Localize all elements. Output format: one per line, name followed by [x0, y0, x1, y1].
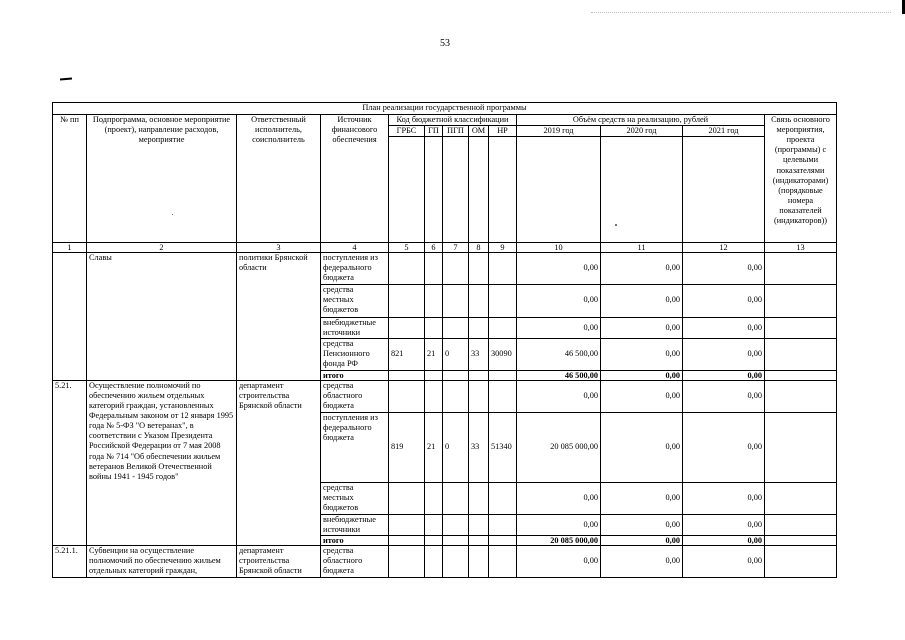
col-number: 13 — [765, 243, 837, 253]
col-number: 5 — [389, 243, 425, 253]
source-cell: средства местных бюджетов — [321, 284, 389, 317]
activity-name: Субвенции на осуществление полномочий по обеспечению жильем отдельных категорий граждан, — [87, 545, 237, 577]
col-number: 8 — [469, 243, 489, 253]
grbs-cell — [389, 317, 425, 338]
om-cell — [469, 317, 489, 338]
col-number: 12 — [683, 243, 765, 253]
table-row — [53, 253, 837, 284]
amount-2020: 0,00 — [601, 482, 683, 514]
source-cell: средства местных бюджетов — [321, 482, 389, 514]
gp-cell — [425, 253, 443, 284]
amount-2020: 0,00 — [601, 253, 683, 284]
pgp-cell — [443, 545, 469, 577]
nr-cell — [489, 380, 517, 412]
pgp-cell — [443, 253, 469, 284]
amount-2019: 0,00 — [517, 284, 601, 317]
link-cell — [765, 338, 837, 370]
header-responsible: Ответственный исполнитель, соисполнитель — [237, 115, 321, 243]
source-cell: поступления из федерального бюджета — [321, 412, 389, 482]
grbs-cell — [389, 380, 425, 412]
amount-2021: 0,00 — [683, 380, 765, 412]
gp-cell — [425, 284, 443, 317]
gp-cell — [425, 482, 443, 514]
responsible-cell: департамент строительства Брянской области — [237, 380, 321, 545]
amount-2020: 0,00 — [601, 380, 683, 412]
col-number: 1 — [53, 243, 87, 253]
amount-2021: 0,00 — [683, 482, 765, 514]
nr-cell — [489, 514, 517, 535]
header-nr: НР — [489, 126, 517, 137]
header-budget-code: Код бюджетной классификации — [389, 115, 517, 126]
pgp-cell: 0 — [443, 338, 469, 370]
link-cell — [765, 380, 837, 412]
grbs-cell — [389, 253, 425, 284]
nr-cell: 51340 — [489, 412, 517, 482]
pgp-cell — [443, 482, 469, 514]
om-cell: 33 — [469, 338, 489, 370]
nr-cell: 30090 — [489, 338, 517, 370]
om-cell — [469, 284, 489, 317]
grbs-cell: 821 — [389, 338, 425, 370]
pgp-cell — [443, 317, 469, 338]
header-amount: Объём средств на реализацию, рублей — [517, 115, 765, 126]
source-cell: средства областного бюджета — [321, 380, 389, 412]
grbs-cell — [389, 545, 425, 577]
link-cell — [765, 514, 837, 535]
activity-name: Осуществление полномочий по обеспечению жильем отдельных категорий граждан, установленных Федеральным законом от 12 января 1995 года № 5-ФЗ "О ветеранах", в соответствии с Указом Президента Российской Федерации от 7 мая 2008 года № 714 "Об обеспечении жильем ветеранов Великой Отечественной войны 1941 - 1945 годов" — [87, 380, 237, 545]
page-number: 53 — [440, 38, 450, 49]
grbs-cell: 819 — [389, 412, 425, 482]
pgp-cell: 0 — [443, 412, 469, 482]
col-number: 11 — [601, 243, 683, 253]
responsible-cell: политики Брянской области — [237, 253, 321, 381]
header-2019: 2019 год — [517, 126, 601, 137]
amount-2020: 0,00 — [601, 545, 683, 577]
header-link: Связь основного мероприятия, проекта (программы) с целевыми показателями (индикаторами) (порядковые номера показателей (индикаторов)) — [765, 115, 837, 243]
source-cell: средства Пенсионного фонда РФ — [321, 338, 389, 370]
amount-2020: 0,00 — [601, 317, 683, 338]
total-2021: 0,00 — [683, 370, 765, 380]
table-row — [53, 380, 837, 412]
link-cell — [765, 253, 837, 284]
total-label: итого — [321, 370, 389, 380]
col-number: 3 — [237, 243, 321, 253]
source-cell: внебюджетные источники — [321, 514, 389, 535]
amount-2019: 0,00 — [517, 545, 601, 577]
amount-2019: 0,00 — [517, 317, 601, 338]
row-num — [53, 253, 87, 381]
total-2020: 0,00 — [601, 370, 683, 380]
header-subprogram: Подпрограмма, основное мероприятие (проект), направление расходов, мероприятие — [87, 115, 237, 243]
amount-2021: 0,00 — [683, 317, 765, 338]
link-cell — [765, 412, 837, 482]
amount-2019: 0,00 — [517, 380, 601, 412]
header-om: ОМ — [469, 126, 489, 137]
nr-cell — [489, 545, 517, 577]
om-cell — [469, 514, 489, 535]
nr-cell — [489, 284, 517, 317]
grbs-cell — [389, 482, 425, 514]
amount-2020: 0,00 — [601, 412, 683, 482]
header-2021: 2021 год — [683, 126, 765, 137]
gp-cell — [425, 317, 443, 338]
nr-cell — [489, 317, 517, 338]
amount-2020: 0,00 — [601, 514, 683, 535]
gp-cell: 21 — [425, 412, 443, 482]
amount-2021: 0,00 — [683, 253, 765, 284]
row-num: 5.21. — [53, 380, 87, 545]
amount-2020: 0,00 — [601, 284, 683, 317]
pgp-cell — [443, 380, 469, 412]
activity-name: Славы — [87, 253, 237, 381]
amount-2019: 0,00 — [517, 514, 601, 535]
amount-2019: 0,00 — [517, 253, 601, 284]
responsible-cell: департамент строительства Брянской области — [237, 545, 321, 577]
amount-2021: 0,00 — [683, 514, 765, 535]
om-cell — [469, 482, 489, 514]
source-cell: поступления из федерального бюджета — [321, 253, 389, 284]
amount-2019: 46 500,00 — [517, 338, 601, 370]
grbs-cell — [389, 284, 425, 317]
header-grbs: ГРБС — [389, 126, 425, 137]
header-gp: ГП — [425, 126, 443, 137]
nr-cell — [489, 482, 517, 514]
amount-2019: 0,00 — [517, 482, 601, 514]
amount-2021: 0,00 — [683, 338, 765, 370]
gp-cell — [425, 545, 443, 577]
col-number: 10 — [517, 243, 601, 253]
link-cell — [765, 482, 837, 514]
om-cell: 33 — [469, 412, 489, 482]
header-source: Источник финансового обеспечения — [321, 115, 389, 243]
col-number: 4 — [321, 243, 389, 253]
total-2019: 46 500,00 — [517, 370, 601, 380]
amount-2020: 0,00 — [601, 338, 683, 370]
col-number: 7 — [443, 243, 469, 253]
link-cell — [765, 545, 837, 577]
source-cell: средства областного бюджета — [321, 545, 389, 577]
amount-2021: 0,00 — [683, 545, 765, 577]
link-cell — [765, 284, 837, 317]
pgp-cell — [443, 284, 469, 317]
col-number: 6 — [425, 243, 443, 253]
plan-table — [52, 102, 837, 578]
grbs-cell — [389, 514, 425, 535]
col-number: 2 — [87, 243, 237, 253]
scan-noise-line — [591, 12, 891, 19]
table-title: План реализации государственной программы — [53, 103, 837, 115]
total-2020: 0,00 — [601, 535, 683, 545]
header-pgp: ПГП — [443, 126, 469, 137]
col-number: 9 — [489, 243, 517, 253]
total-2021: 0,00 — [683, 535, 765, 545]
om-cell — [469, 545, 489, 577]
gp-cell — [425, 380, 443, 412]
nr-cell — [489, 253, 517, 284]
header-2020: 2020 год — [601, 126, 683, 137]
om-cell — [469, 380, 489, 412]
source-cell: внебюджетные источники — [321, 317, 389, 338]
gp-cell: 21 — [425, 338, 443, 370]
pgp-cell — [443, 514, 469, 535]
amount-2021: 0,00 — [683, 284, 765, 317]
total-2019: 20 085 000,00 — [517, 535, 601, 545]
table-row — [53, 545, 837, 577]
link-cell — [765, 317, 837, 338]
amount-2021: 0,00 — [683, 412, 765, 482]
amount-2019: 20 085 000,00 — [517, 412, 601, 482]
header-num: № пп — [53, 115, 87, 243]
gp-cell — [425, 514, 443, 535]
scan-dash-mark — [60, 77, 72, 80]
total-label: итого — [321, 535, 389, 545]
om-cell — [469, 253, 489, 284]
row-num: 5.21.1. — [53, 545, 87, 577]
